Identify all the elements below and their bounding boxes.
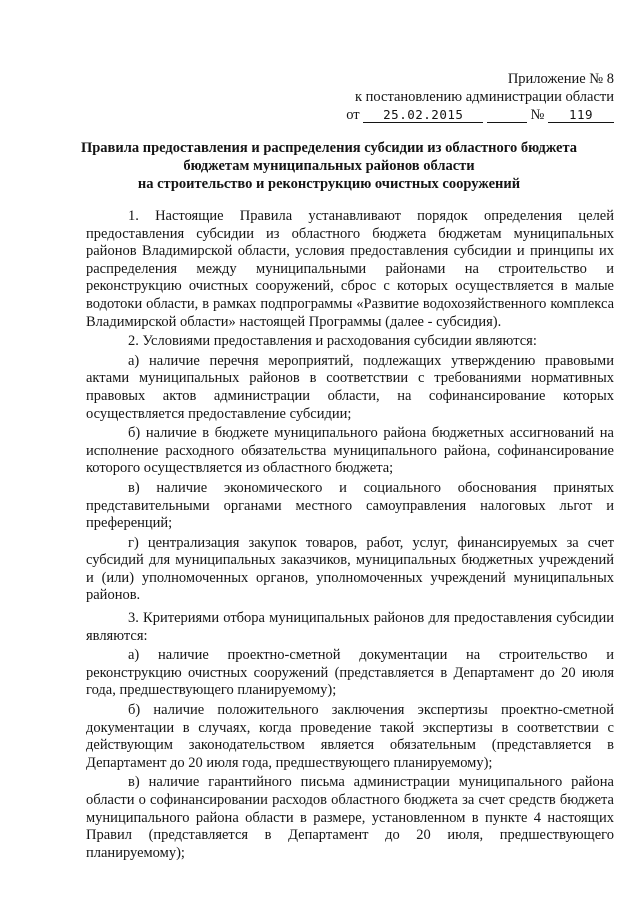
paragraph-2c: в) наличие экономического и социального обоснования принятых представительными органами местного самоуправления налоговых льгот и преференций; [86, 479, 614, 532]
paragraph-3a: а) наличие проектно-сметной документации на строительство и реконструкцию очистных сооружений (представляется в Департамент до 20 июля года, предшествующего планируемому); [86, 647, 614, 699]
paragraph-3b: б) наличие положительного заключения экспертизы проектно-сметной документации в случаях, когда проведение такой экспертизы в соответствии с действующим законодательством является обязательным (представляется в Департамент до 20 июля года, предшествующего планируемому); [86, 702, 614, 771]
paragraph-2a: а) наличие перечня мероприятий, подлежащих утверждению правовыми актами муниципальных районов в соответствии с требованиями нормативных правовых актов администрации области, на софинансирование которых осуществляется предоставление субсидии; [86, 352, 614, 422]
handwritten-date: 25.02.2015 [363, 108, 483, 123]
appendix-header [346, 70, 614, 124]
title-line: Правила предоставления и распределения субсидии из областного бюджета [80, 140, 578, 156]
appendix-label: Приложение № 8 [507, 71, 614, 87]
paragraph-2: 2. Условиями предоставления и расходования субсидии являются: [128, 333, 537, 350]
paragraph-3: 3. Критериями отбора муниципальных районов для предоставления субсидии являются: [86, 610, 614, 644]
document-body [86, 208, 614, 864]
paragraph-3c: в) наличие гарантийного письма администрации муниципального района области о софинансировании расходов областного бюджета за счет средств бюджета муниципального района области в размере, установленном в пункте 4 настоящих Правил (представляется в Департамент до 20 июля, предшествующего планируемому); [86, 774, 614, 861]
date-underline-gap [487, 108, 527, 123]
handwritten-number: 119 [548, 108, 614, 123]
date-number-line [346, 106, 614, 124]
paragraph-1: 1. Настоящие Правила устанавливают порядок определения целей предоставления субсидии из областного бюджета бюджетам муниципальных районов Владимирской области, условия предоставления субсидии и принципы их распределения между муниципальными районами на строительство и реконструкцию очистных сооружений, сброс с которых осуществляется в малые водотоки области, в рамках подпрограммы «Развитие водохозяйственного комплекса Владимирской области» настоящей Программы (далее - субсидия). [86, 208, 614, 330]
title-line: бюджетам муниципальных районов области [183, 158, 475, 174]
number-prefix: № [530, 107, 545, 123]
resolution-reference: к постановлению администрации области [354, 89, 614, 105]
paragraph-2d: г) централизация закупок товаров, работ, услуг, финансируемых за счет субсидий для муниципальных заказчиков, муниципальных бюджетных учреждений и (или) уполномоченных органов, уполномоченных учреждений муниципальных районов. [86, 534, 614, 604]
date-prefix: от [346, 107, 360, 123]
title-line: на строительство и реконструкцию очистных сооружений [137, 176, 521, 192]
document-title [40, 139, 618, 193]
paragraph-2b: б) наличие в бюджете муниципального района бюджетных ассигнований на исполнение расходного обязательства муниципального района, софинансирование которого осуществляется из областного бюджета; [86, 425, 614, 477]
